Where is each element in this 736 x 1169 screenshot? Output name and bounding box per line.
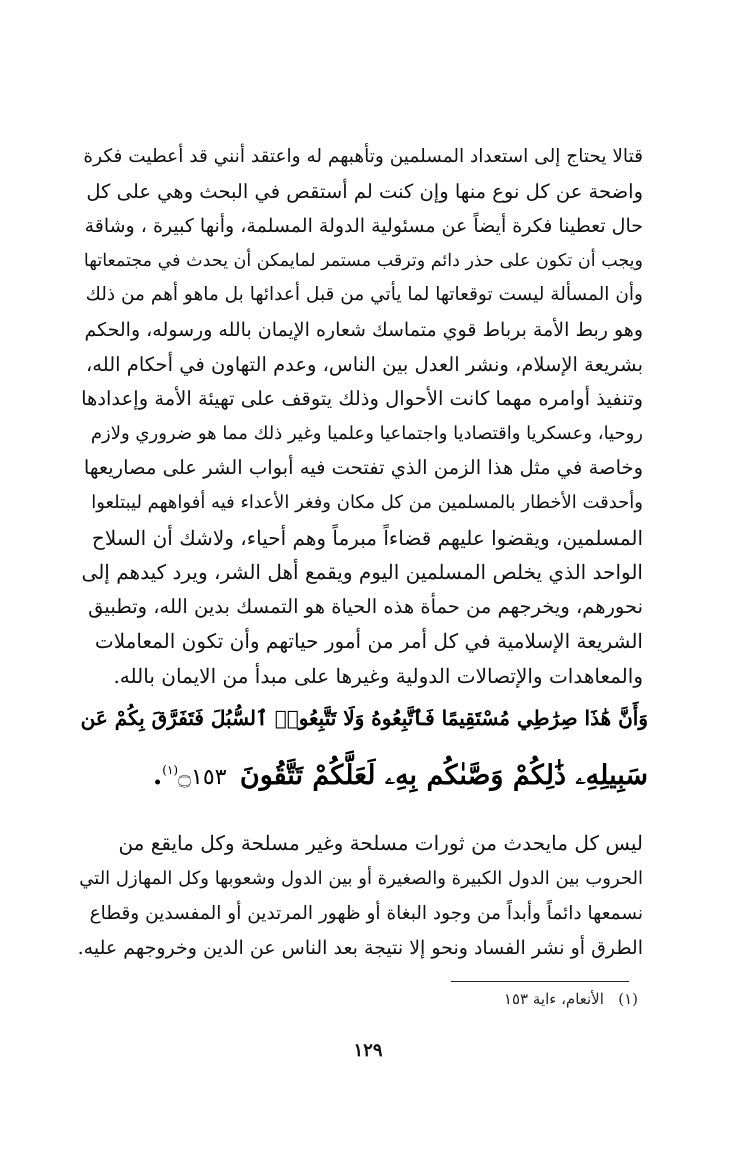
footnote-reference: (١) [162,763,179,777]
footnote-separator [451,981,629,982]
ayah-number-marker: ۝١٥٣ [178,765,227,790]
quran-verse [74,692,648,804]
page-number: ١٢٩ [353,1040,383,1061]
paragraph-line: وأحدقت الأخطار بالمسلمين من كل مكان وفغر الأعداء فيه أفواههم ليبتلعوا [91,491,643,513]
footnote-number: (١) [618,990,638,1008]
verse-line-2 [74,744,648,804]
paragraph-line: وتنفيذ أوامره مهما كانت الأحوال وذلك يتوقف على تهيئة الأمة وإعدادها [81,387,643,411]
paragraph-line: وخاصة في مثل هذا الزمن الذي تفتحت فيه أبواب الشر على مصاريعها [83,456,643,480]
paragraph-line: الحروب بين الدول الكبيرة والصغيرة أو بين الدول وشعوبها وكل المهازل التي [79,868,643,889]
paragraph-line: روحيا، وعسكريا واقتصاديا واجتماعيا وعلميا وغير ذلك مما هو ضروري ولازم [90,422,643,444]
verse-text: سَبِيلِهِۦ ذَٰلِكُمْ وَصَّىٰكُم بِهِۦ لَعَلَّكُمْ تَتَّقُونَ [239,760,648,791]
paragraph-line: حال تعطينا فكرة أيضاً عن مسئولية الدولة المسلمة، وأنها كبيرة ، وشاقة [84,215,643,238]
paragraph-line: واضحة عن كل نوع منها وإن كنت لم أستقص في البحث وهي على كل [86,179,643,203]
paragraph-line: بشريعة الإسلام، ونشر العدل بين الناس، وعدم التهاون في أحكام الله، [85,352,643,376]
paragraph-line: نسمعها دائماً وأبداً من وجود البغاة أو ظهور المرتدين أو المفسدين وقطاع [89,903,643,924]
footnote [504,986,638,1012]
paragraph-line: المسلمين، ويقضوا عليهم قضاءاً مبرماً وهم أحياء، ولاشك أن السلاح [91,525,643,550]
footnote-text: الأنعام، ءاية ١٥٣ [503,990,604,1008]
paragraph-line: الشريعة الإسلامية في كل أمر من أمور حياتهم وأن تكون المعاملات [94,629,643,654]
paragraph-line: ليس كل مايحدث من ثورات مسلحة وغير مسلحة وكل مايقع من [118,831,643,855]
paragraph-line: نحورهم، ويخرجهم من حمأة هذه الحياة هو التمسك بدين الله، وتطبيق [88,594,643,618]
paragraph-line: والمعاهدات والإتصالات الدولية وغيرها على مبدأ من الايمان بالله. [113,663,643,688]
paragraph-line: الطرق أو نشر الفساد ونحو إلا نتيجة بعد الناس عن الدين وخروجهم عليه. [77,937,643,959]
body-paragraph-2 [78,826,643,966]
paragraph-line: الواحد الذي يخلص المسلمين اليوم ويقمع أهل الشر، ويرد كيدهم إلى [81,560,643,585]
paragraph-line: وأن المسألة ليست توقعاتها لما يأتي من قبل أعدائها بل ماهو أهم من ذلك [85,284,643,306]
paragraph-line: ويجب أن تكون على حذر دائم وترقب مستمر لمايمكن أن يحدث في مجتمعاتها [83,250,643,271]
paragraph-line: وهو ربط الأمة برباط قوي متماسك شعاره الإيمان بالله ورسوله، والحكم [84,318,643,341]
paragraph-line: قتالا يحتاج إلى استعداد المسلمين وتأهبهم له واعتقد أنني قد أعطيت فكرة [83,146,643,167]
body-paragraph-1 [78,140,643,694]
verse-line-1: وَأَنَّ هَٰذَا صِرَٰطِي مُسْتَقِيمًا فَٱتَّبِعُوهُ وَلَا تَتَّبِعُوا۟ ٱلسُّبُلَ فَتَفَرَّقَ بِكُمْ عَن [80,706,648,730]
verse-end-mark: . [152,760,163,791]
